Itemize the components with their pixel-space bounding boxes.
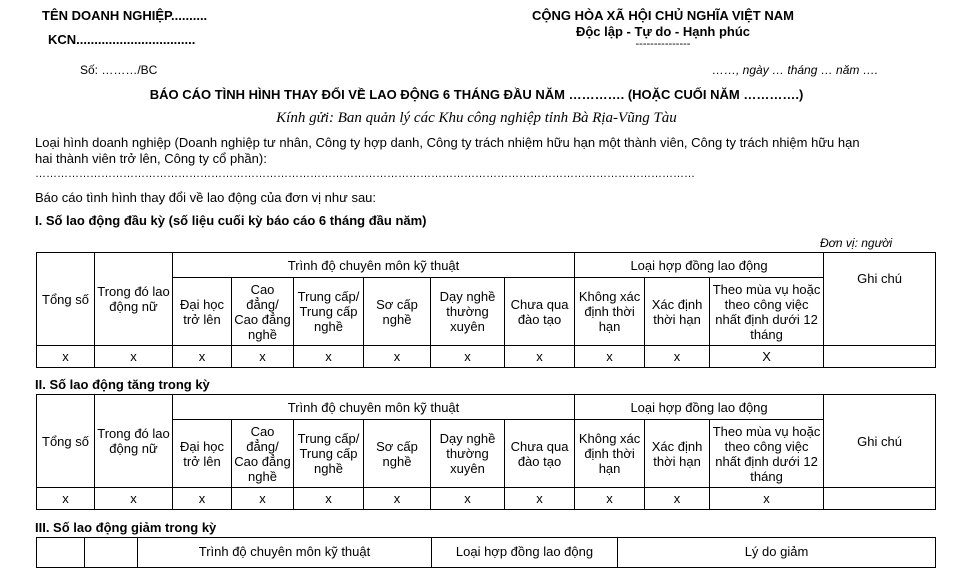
header-notes: Ghi chú — [824, 395, 936, 488]
header-elementary: Sơ cấp nghề — [364, 278, 431, 346]
cell-college: x — [232, 488, 294, 510]
cell-female: x — [95, 488, 173, 510]
header-elementary: Sơ cấp nghề — [364, 420, 431, 488]
header-qualification-group: Trình độ chuyên môn kỹ thuật — [173, 253, 575, 278]
recipient-line: Kính gửi: Ban quản lý các Khu công nghiệp tỉnh Bà Rịa-Vũng Tàu — [276, 110, 677, 126]
section-3-heading: III. Số lao động giảm trong kỳ — [35, 520, 217, 535]
section-2-heading: II. Số lao động tăng trong kỳ — [35, 377, 210, 392]
header-regular-training: Dạy nghề thường xuyên — [431, 420, 505, 488]
cell-untrained: x — [505, 346, 575, 368]
header-indefinite-contract: Không xác định thời hạn — [575, 278, 645, 346]
business-type-blank: ……………………………………………………………………………………………………………………………………………………………… — [35, 168, 695, 180]
header-untrained: Chưa qua đào tạo — [505, 420, 575, 488]
cell-definite-contract: x — [645, 488, 710, 510]
report-date: ……, ngày … tháng … năm …. — [712, 63, 879, 77]
header-notes: Ghi chú — [824, 253, 936, 346]
cell-female: x — [95, 346, 173, 368]
header-female — [85, 538, 138, 568]
cell-notes — [824, 488, 936, 510]
header-total: Tổng số — [37, 253, 95, 346]
header-total: Tổng số — [37, 395, 95, 488]
header-indefinite-contract: Không xác định thời hạn — [575, 420, 645, 488]
header-definite-contract: Xác định thời hạn — [645, 278, 710, 346]
cell-elementary: x — [364, 488, 431, 510]
business-type-line2: hai thành viên trở lên, Công ty cổ phần): — [35, 151, 267, 166]
table-initial-labor — [36, 252, 936, 368]
cell-total: x — [37, 488, 95, 510]
intro-text: Báo cáo tình hình thay đổi về lao động của đơn vị như sau: — [35, 190, 377, 205]
header-female: Trong đó lao động nữ — [95, 253, 173, 346]
header-contract-group: Loại hợp đồng lao động — [575, 253, 824, 278]
cell-intermediate: x — [294, 346, 364, 368]
cell-regular-training: x — [431, 346, 505, 368]
header-university: Đại học trở lên — [173, 278, 232, 346]
industrial-zone-label: KCN................................. — [48, 32, 196, 47]
report-title: BÁO CÁO TÌNH HÌNH THAY ĐỔI VỀ LAO ĐỘNG 6 THÁNG ĐẦU NĂM …………. (HOẶC CUỐI NĂM ………….) — [149, 87, 804, 102]
cell-university: x — [173, 488, 232, 510]
table-labor-increase — [36, 394, 936, 510]
cell-elementary: x — [364, 346, 431, 368]
cell-university: x — [173, 346, 232, 368]
section-1-heading: I. Số lao động đầu kỳ (số liệu cuối kỳ báo cáo 6 tháng đầu năm) — [35, 213, 427, 228]
header-college: Cao đẳng/ Cao đẳng nghề — [232, 420, 294, 488]
header-definite-contract: Xác định thời hạn — [645, 420, 710, 488]
cell-seasonal-contract: X — [710, 346, 824, 368]
header-intermediate: Trung cấp/ Trung cấp nghề — [294, 420, 364, 488]
header-contract-group: Loại hợp đồng lao động — [432, 538, 618, 568]
header-untrained: Chưa qua đào tạo — [505, 278, 575, 346]
header-seasonal-contract: Theo mùa vụ hoặc theo công việc nhất định dưới 12 tháng — [710, 420, 824, 488]
company-name-label: TÊN DOANH NGHIỆP.......... — [42, 8, 208, 23]
cell-total: x — [37, 346, 95, 368]
header-qualification-group: Trình độ chuyên môn kỹ thuật — [173, 395, 575, 420]
header-contract-group: Loại hợp đồng lao động — [575, 395, 824, 420]
header-total — [37, 538, 85, 568]
header-intermediate: Trung cấp/ Trung cấp nghề — [294, 278, 364, 346]
national-title: CỘNG HÒA XÃ HỘI CHỦ NGHĨA VIỆT NAM — [532, 8, 794, 23]
table-row — [37, 488, 936, 510]
header-seasonal-contract: Theo mùa vụ hoặc theo công việc nhất định dưới 12 tháng — [710, 278, 824, 346]
header-college: Cao đẳng/ Cao đẳng nghề — [232, 278, 294, 346]
cell-definite-contract: x — [645, 346, 710, 368]
header-regular-training: Dạy nghề thường xuyên — [431, 278, 505, 346]
table-row — [37, 346, 936, 368]
cell-college: x — [232, 346, 294, 368]
header-reason-group: Lý do giảm — [618, 538, 936, 568]
unit-label: Đơn vị: người — [820, 236, 893, 250]
header-female: Trong đó lao động nữ — [95, 395, 173, 488]
report-number: Số: ………/BC — [80, 63, 158, 77]
cell-seasonal-contract: x — [710, 488, 824, 510]
motto-divider: --------------- — [635, 38, 691, 50]
header-university: Đại học trở lên — [173, 420, 232, 488]
cell-regular-training: x — [431, 488, 505, 510]
header-qualification-group: Trình độ chuyên môn kỹ thuật — [138, 538, 432, 568]
national-motto: Độc lập - Tự do - Hạnh phúc — [575, 24, 751, 39]
cell-notes — [824, 346, 936, 368]
table-labor-decrease — [36, 537, 936, 568]
cell-indefinite-contract: x — [575, 488, 645, 510]
cell-indefinite-contract: x — [575, 346, 645, 368]
cell-untrained: x — [505, 488, 575, 510]
business-type-line1: Loại hình doanh nghiệp (Doanh nghiệp tư nhân, Công ty hợp danh, Công ty trách nhiệm hữu hạn một thành viên, Công ty trách nhiệm hữu hạn — [35, 135, 860, 150]
cell-intermediate: x — [294, 488, 364, 510]
